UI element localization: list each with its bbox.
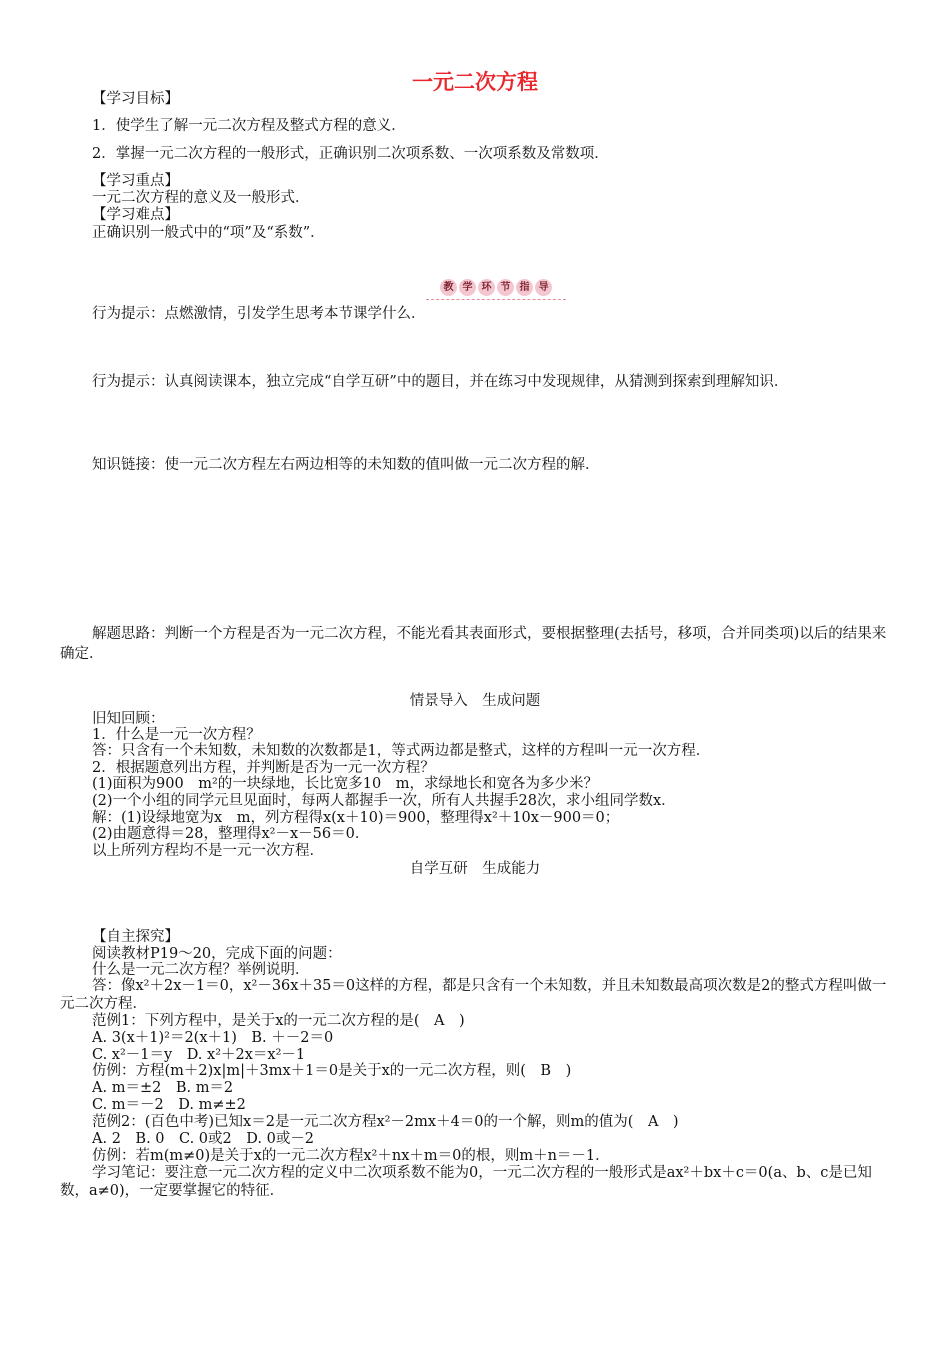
study-note: 学习笔记：要注意一元二次方程的定义中二次项系数不能为0，一元二次方程的一般形式是ax²＋bx＋c＝0(a、b、c是已知数，a≠0)，一定要掌握它的特征． <box>60 1165 872 1199</box>
example-2: 范例2：(百色中考)已知x＝2是一元二次方程x²－2mx＋4＝0的一个解，则m的值为( A ) <box>92 1114 679 1130</box>
question-1: 1．什么是一元一次方程？ <box>92 727 261 743</box>
focus-text: 一元二次方程的意义及一般形式． <box>92 190 310 206</box>
banner-char: 指 <box>516 279 533 296</box>
section-heading-self-study: 自学互研 生成能力 <box>409 861 541 877</box>
teaching-guide-banner <box>426 275 566 300</box>
question-definition: 什么是一元二次方程？举例说明． <box>92 962 310 978</box>
question-2-part-2: (2)一个小组的同学元旦见面时，每两人都握手一次，所有人共握手28次，求小组同学数x． <box>92 793 676 809</box>
goal-item-1: 1．使学生了解一元二次方程及整式方程的意义． <box>92 118 406 134</box>
page-title: 一元二次方程 <box>412 70 538 94</box>
solution-2: (2)由题意得＝28，整理得x²－x－56＝0． <box>92 826 370 842</box>
goals-heading: 【学习目标】 <box>92 91 179 107</box>
conclusion: 以上所列方程均不是一元一次方程． <box>92 843 324 859</box>
example-2-options: A. 2 B. 0 C. 0或2 D. 0或－2 <box>92 1131 315 1147</box>
example-1-options-ab: A. 3(x＋1)²＝2(x＋1) B. ＋－2＝0 <box>92 1030 334 1046</box>
banner-char: 环 <box>478 279 495 296</box>
imitation-2: 仿例：若m(m≠0)是关于x的一元二次方程x²＋nx＋m＝0的根，则m＋n＝－1． <box>92 1148 610 1164</box>
imitation-1-options-cd: C. m＝－2 D. m≠±2 <box>92 1097 246 1113</box>
goal-item-2: 2．掌握一元二次方程的一般形式，正确识别二次项系数、一次项系数及常数项． <box>92 146 609 162</box>
tip-1: 行为提示：点燃激情，引发学生思考本节课学什么． <box>92 306 426 322</box>
solution-1: 解：(1)设绿地宽为x m，列方程得x(x＋10)＝900，整理得x²＋10x－900＝0； <box>92 810 620 826</box>
tip-4: 解题思路：判断一个方程是否为一元二次方程，不能光看其表面形式，要根据整理(去括号，移项，合并同类项)以后的结果来确定． <box>60 626 887 662</box>
question-2: 2．根据题意列出方程，并判断是否为一元一次方程？ <box>92 760 435 776</box>
example-1-options-cd: C. x²－1＝y D. x²＋2x＝x²－1 <box>92 1047 306 1063</box>
tip-2: 行为提示：认真阅读课本，独立完成“自学互研”中的题目，并在练习中发现规律，从猜测到探索到理解知识． <box>92 374 789 390</box>
reading-task: 阅读教材P19～20，完成下面的问题： <box>92 946 342 962</box>
banner-char: 导 <box>535 279 552 296</box>
banner-char: 教 <box>440 279 457 296</box>
example-1: 范例1：下列方程中，是关于x的一元二次方程的是( A ) <box>92 1013 465 1029</box>
section-heading-intro: 情景导入 生成问题 <box>409 693 541 709</box>
question-2-part-1: (1)面积为900 m²的一块绿地，长比宽多10 m，求绿地长和宽各为多少米？ <box>92 776 598 792</box>
imitation-1: 仿例：方程(m＋2)x|m|＋3mx＋1＝0是关于x的一元二次方程，则( B ) <box>92 1063 572 1079</box>
tip-3: 知识链接：使一元二次方程左右两边相等的未知数的值叫做一元二次方程的解． <box>92 457 600 473</box>
focus-heading: 【学习重点】 <box>92 173 179 189</box>
banner-char: 节 <box>497 279 514 296</box>
answer-definition: 答：像x²＋2x－1＝0，x²－36x＋35＝0这样的方程，都是只含有一个未知数，并且未知数最高项次数是2的整式方程叫做一元二次方程． <box>60 978 887 1012</box>
imitation-1-options-ab: A. m＝±2 B. m＝2 <box>92 1080 234 1096</box>
explore-heading: 【自主探究】 <box>92 929 179 945</box>
answer-1: 答：只含有一个未知数，未知数的次数都是1，等式两边都是整式，这样的方程叫一元一次方程． <box>92 743 711 759</box>
banner-char: 学 <box>459 279 476 296</box>
review-label: 旧知回顾： <box>92 711 165 727</box>
difficulty-text: 正确识别一般式中的“项”及“系数”． <box>92 225 325 241</box>
difficulty-heading: 【学习难点】 <box>92 207 179 223</box>
